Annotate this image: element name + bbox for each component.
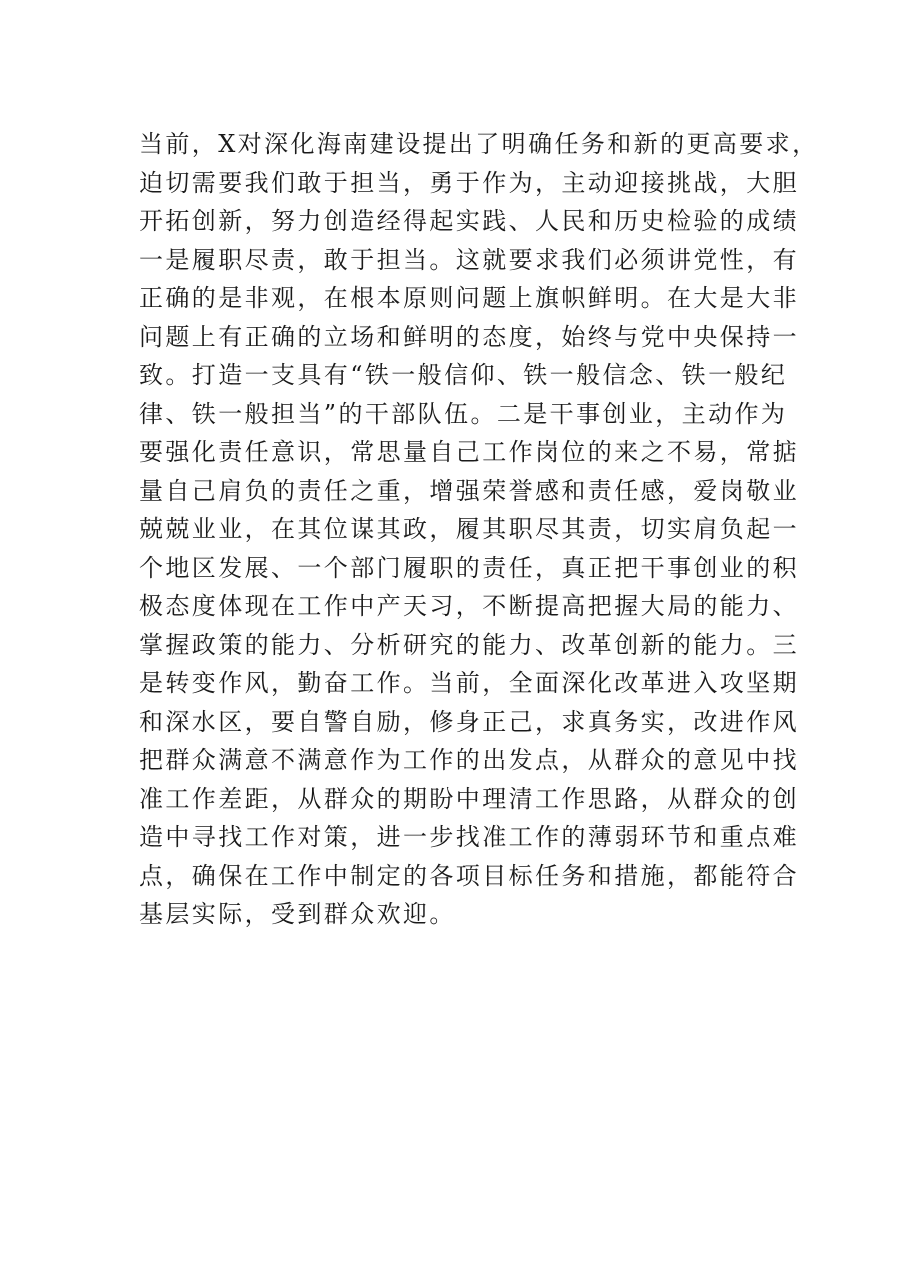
text-line: 兢兢业业，在其位谋其政，履其职尽其责，切实肩负起一 [139,515,799,543]
text-line: 量自己肩负的责任之重，增强荣誉感和责任感，爱岗敬业 [139,476,799,505]
text-line: 和深水区，要自警自励，修身正己，求真务实，改进作风 [139,707,799,736]
text-line: 造中寻找工作对策，进一步找准工作的薄弱环节和重点难 [139,823,799,851]
text-line: 点，确保在工作中制定的各项目标任务和措施，都能符合 [139,861,799,890]
text-line: 致。打造一支具有“铁一般信仰、铁一般信念、铁一般纪 [139,361,788,389]
text-line: 极态度体现在工作中产天习，不断提高把握大局的能力、 [139,592,799,620]
body-paragraph [139,125,819,934]
text-line: 掌握政策的能力、分析研究的能力、改革创新的能力。三 [139,630,799,659]
text-line: 迫切需要我们敢于担当，勇于作为，主动迎接挑战，大胆 [139,168,799,197]
text-line: 要强化责任意识，常思量自己工作岗位的来之不易，常掂 [139,438,799,466]
text-line: 把群众满意不满意作为工作的出发点，从群众的意见中找 [139,746,799,774]
text-line: 准工作差距，从群众的期盼中理清工作思路，从群众的创 [139,784,799,813]
text-line: 是转变作风，勤奋工作。当前，全面深化改革进入攻坚期 [139,669,799,697]
text-line: 一是履职尽责，敢于担当。这就要求我们必须讲党性，有 [139,245,799,274]
text-line: 正确的是非观，在根本原则问题上旗帜鲜明。在大是大非 [139,284,799,312]
text-line: 当前，X对深化海南建设提出了明确任务和新的更高要求， [139,130,819,158]
text-line: 问题上有正确的立场和鲜明的态度，始终与党中央保持一 [139,322,799,351]
text-line: 律、铁一般担当”的干部队伍。二是干事创业，主动作为 [139,399,788,428]
text-line: 基层实际，受到群众欢迎。 [139,900,456,928]
text-line: 开拓创新，努力创造经得起实践、人民和历史检验的成绩 [139,207,799,235]
text-line: 个地区发展、一个部门履职的责任，真正把干事创业的积 [139,553,799,582]
